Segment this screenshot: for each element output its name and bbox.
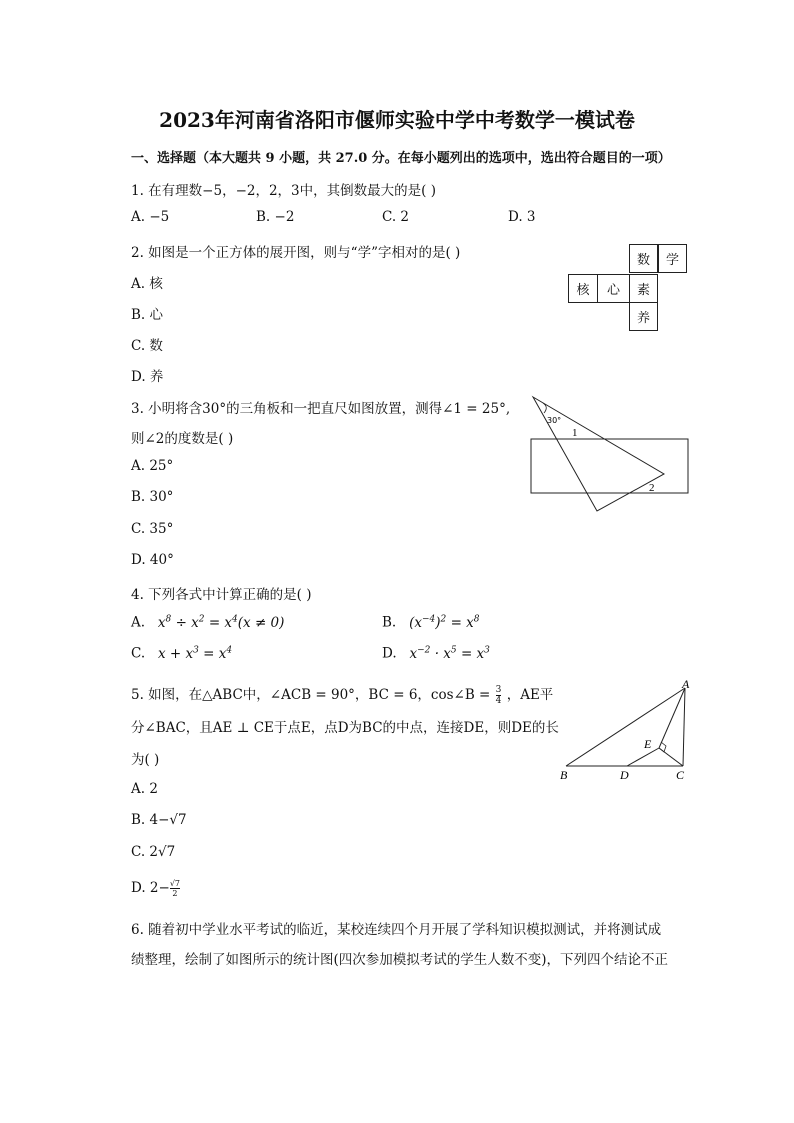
q3-option-d: D. 40° xyxy=(131,552,174,568)
q4-option-a-letter: A. xyxy=(131,614,146,631)
label-b: B xyxy=(560,768,568,782)
q5-option-c: C. 2√7 xyxy=(131,844,176,860)
q3-option-c: C. 35° xyxy=(131,521,174,537)
right-angle-mark xyxy=(659,742,666,752)
q2-option-a: A. 核 xyxy=(131,276,163,292)
net-cell-xue: 学 xyxy=(658,244,687,273)
question-3-line2: 则∠2的度数是( ) xyxy=(131,431,234,447)
q4-option-a: A. $x^8 \div x^2 = x^4(x \ne 0)$ xyxy=(131,614,285,631)
label-c: C xyxy=(676,768,685,782)
angle-30-label: 30° xyxy=(547,416,562,425)
q2-option-d: D. 养 xyxy=(131,369,164,385)
question-2-text: 2. 如图是一个正方体的展开图，则与“学”字相对的是( ) xyxy=(131,245,461,261)
q5-option-d-den: 2 xyxy=(172,889,178,898)
question-6-line2: 绩整理，绘制了如图所示的统计图(四次参加模拟考试的学生人数不变)，下列四个结论不正 xyxy=(131,952,669,968)
q5-option-d-num: √7 xyxy=(169,879,181,888)
question-5-line2: 分∠BAC，且AE ⊥ CE于点E，点D为BC的中点，连接DE，则DE的长 xyxy=(131,720,559,736)
question-3-line1: 3. 小明将含30°的三角板和一把直尺如图放置，测得∠1 = 25°, xyxy=(131,401,511,417)
net-cell-yang: 养 xyxy=(629,302,658,331)
angle-2-label: 2 xyxy=(649,482,655,494)
question-5-line3: 为( ) xyxy=(131,752,160,768)
q1-option-a: A. −5 xyxy=(131,209,170,225)
net-cell-shu: 数 xyxy=(629,244,658,273)
q4-option-c-letter: C. xyxy=(131,645,146,662)
q4-option-b-letter: B. xyxy=(382,614,397,631)
question-6-line1: 6. 随着初中学业水平考试的临近，某校连续四个月开展了学科知识模拟测试，并将测试成 xyxy=(131,922,662,938)
q5-option-d xyxy=(131,879,180,898)
q1-option-d: D. 3 xyxy=(508,209,536,225)
label-a: A xyxy=(682,677,690,691)
question-1-text: 1. 在有理数−5，−2，2，3中，其倒数最大的是( ) xyxy=(131,183,436,199)
q2-option-b: B. 心 xyxy=(131,307,164,323)
q4-option-d: D. $x^{-2} \cdot x^5 = x^3$ xyxy=(382,645,490,662)
q4-option-c: C. $x + x^3 = x^4$ xyxy=(131,645,233,662)
label-d: D xyxy=(620,768,629,782)
q5-fraction xyxy=(496,685,502,706)
page-title: 2023年河南省洛阳市偃师实验中学中考数学一模试卷 xyxy=(159,108,635,132)
q5-line1-b: ，AE平 xyxy=(506,687,554,703)
segment-de xyxy=(627,748,659,766)
angle-1-label: 1 xyxy=(572,427,578,439)
label-e: E xyxy=(644,737,652,751)
q5-option-a: A. 2 xyxy=(131,781,158,797)
q1-option-c: C. 2 xyxy=(382,209,410,225)
q5-frac-den: 4 xyxy=(495,696,502,706)
question-4-text: 4. 下列各式中计算正确的是( ) xyxy=(131,587,312,603)
q3-option-b: B. 30° xyxy=(131,489,174,505)
net-cell-su: 素 xyxy=(629,274,658,303)
q5-frac-num: 3 xyxy=(495,685,502,695)
question-5-line1 xyxy=(131,683,553,706)
q1-option-b: B. −2 xyxy=(256,209,295,225)
q5-option-d-fraction xyxy=(170,879,180,898)
net-cell-xin: 心 xyxy=(597,274,630,303)
q5-option-d-text: D. 2− xyxy=(131,880,170,896)
q3-option-a: A. 25° xyxy=(131,458,174,474)
triangle-shape xyxy=(533,397,664,511)
q4-option-d-letter: D. xyxy=(382,645,397,662)
q2-option-c: C. 数 xyxy=(131,338,163,354)
ruler-triangle-figure xyxy=(525,395,695,515)
segment-ac xyxy=(683,688,685,766)
q5-line1-a: 5. 如图，在△ABC中，∠ACB = 90°，BC = 6，cos∠B = xyxy=(131,687,491,703)
net-cell-he: 核 xyxy=(568,274,598,303)
section-heading: 一、选择题（本大题共 9 小题，共 27.0 分。在每小题列出的选项中，选出符合题目的一项） xyxy=(131,151,671,166)
q4-option-b: B. $(x^{-4})^2 = x^8$ xyxy=(382,614,480,631)
triangle-abc-figure xyxy=(555,676,695,782)
q5-option-b: B. 4−√7 xyxy=(131,812,187,828)
ruler-rect xyxy=(531,439,688,493)
